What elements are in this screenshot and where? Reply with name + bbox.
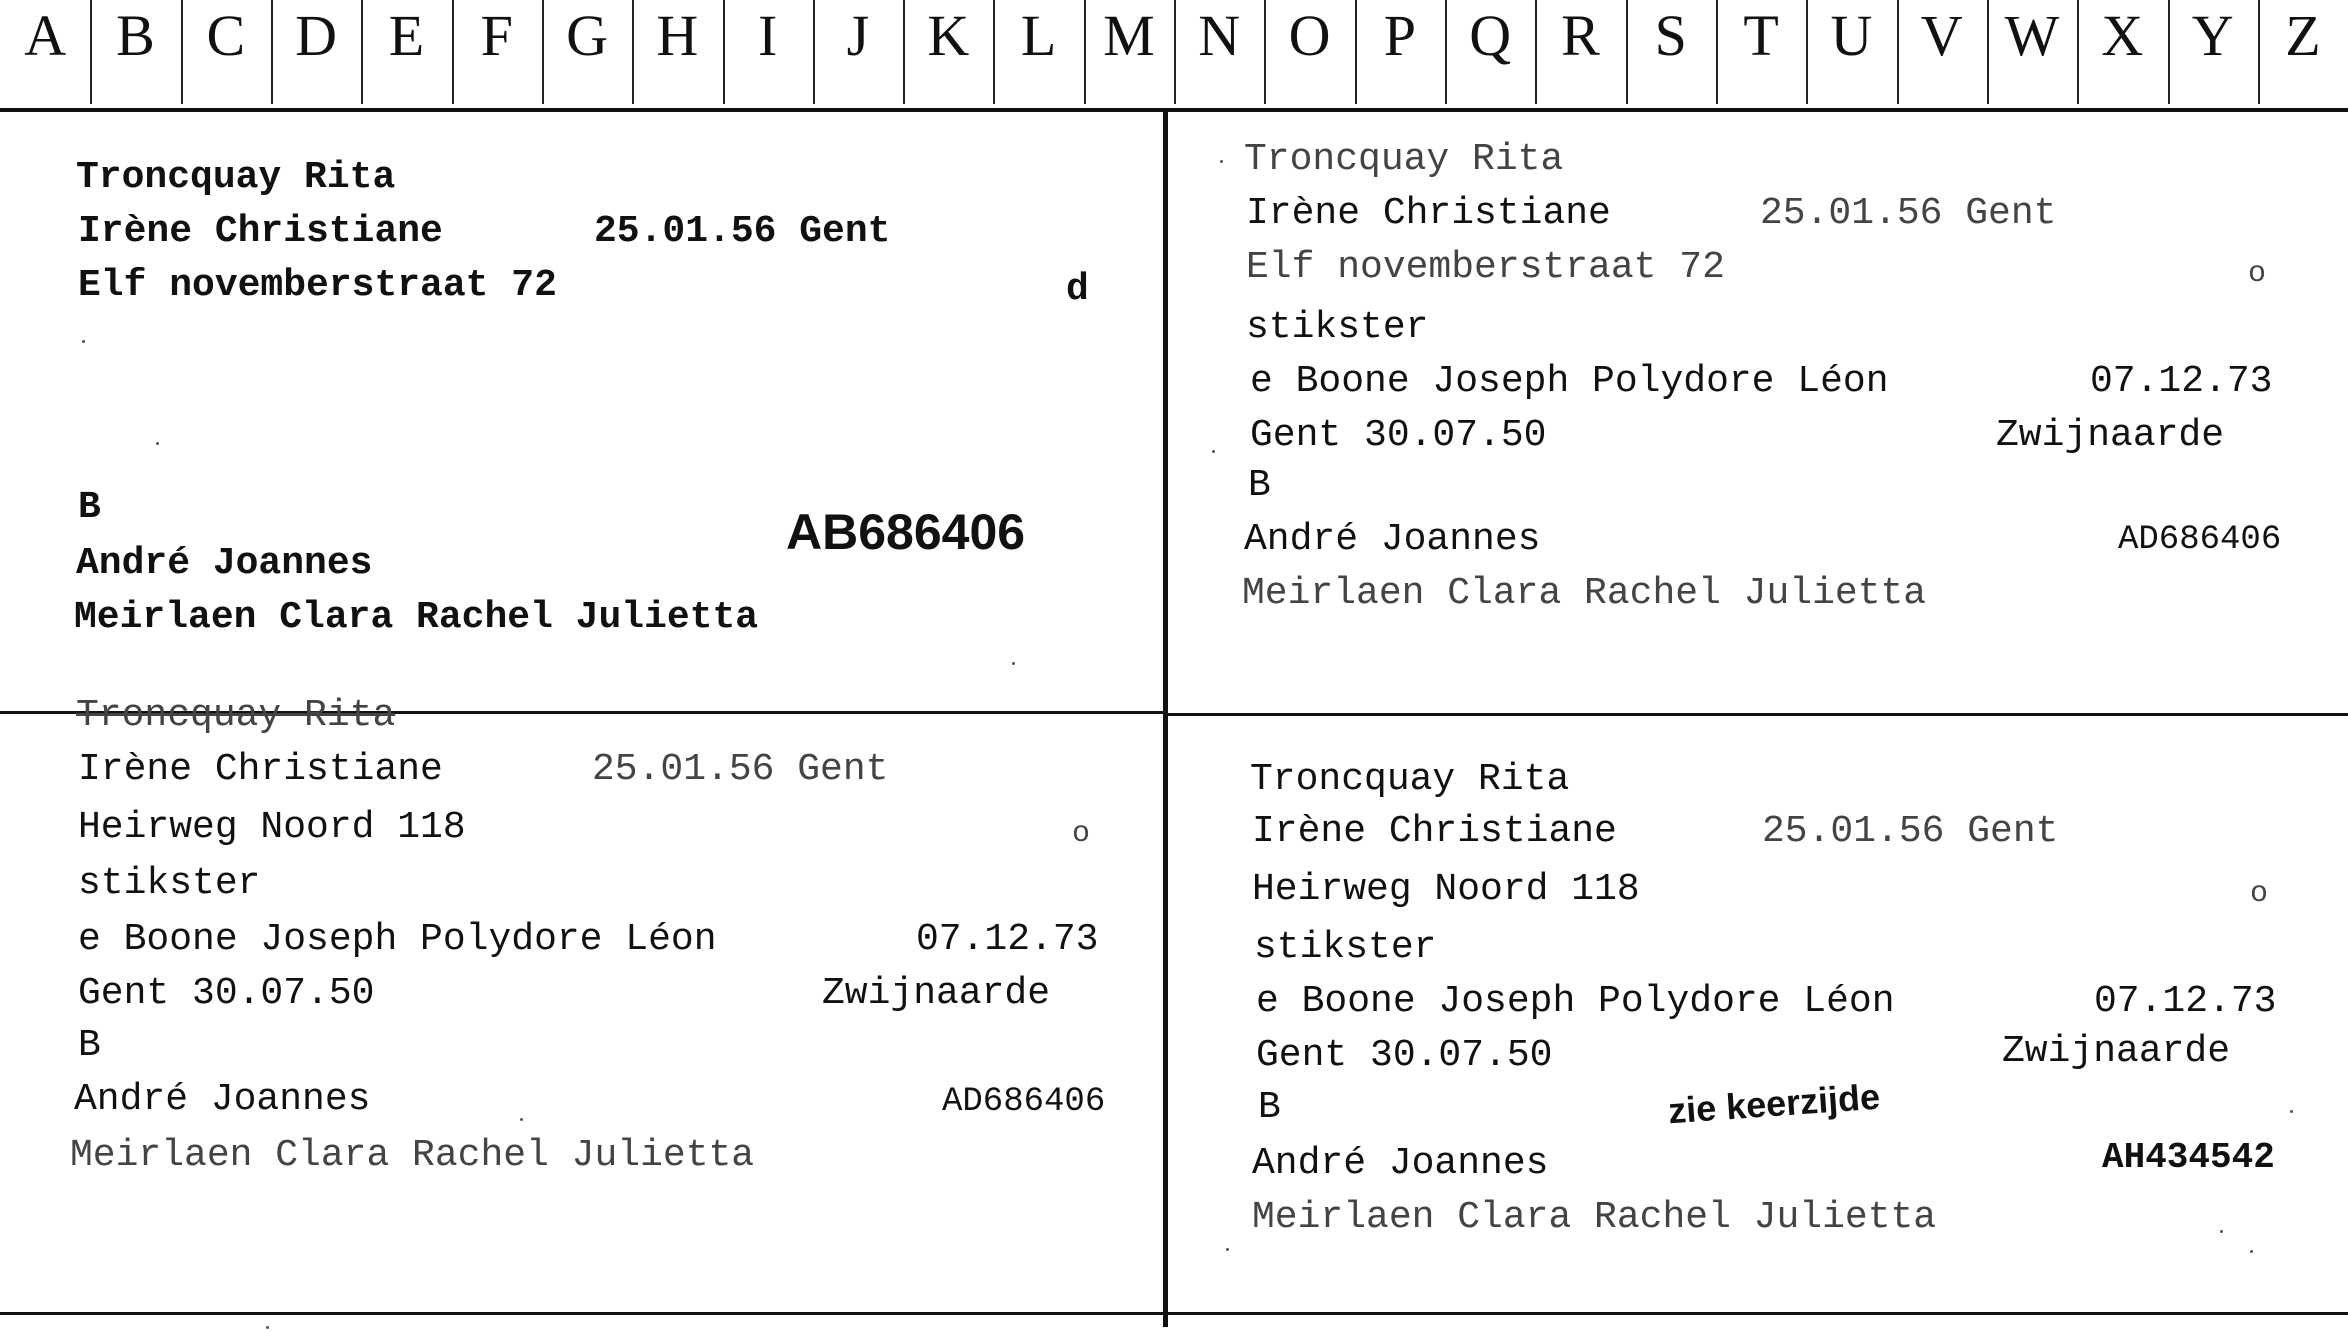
index-letter: Z — [2258, 0, 2348, 108]
card-address: Elf novemberstraat 72 — [1246, 246, 1725, 289]
scan-speck — [2250, 1250, 2253, 1253]
scan-speck — [2290, 1110, 2293, 1113]
card-mother: Meirlaen Clara Rachel Julietta — [1252, 1196, 1937, 1239]
record-card-3 — [0, 694, 1163, 1312]
card-father: André Joannes — [1252, 1142, 1549, 1185]
record-card-4 — [1168, 716, 2348, 1312]
card-bottom-edge — [0, 1312, 2348, 1315]
index-letter: N — [1174, 0, 1264, 108]
index-letter: V — [1897, 0, 1987, 108]
card-spouse-birth: Gent 30.07.50 — [78, 972, 375, 1015]
card-surname: Troncquay Rita — [76, 156, 396, 199]
index-letter: O — [1264, 0, 1354, 108]
card-mother: Meirlaen Clara Rachel Julietta — [74, 596, 759, 639]
scan-speck — [266, 1326, 269, 1329]
card-marriage-place: Zwijnaarde — [1996, 414, 2225, 457]
index-letter: T — [1716, 0, 1806, 108]
card-mother: Meirlaen Clara Rachel Julietta — [1242, 572, 1927, 615]
index-letter: J — [813, 0, 903, 108]
index-letter: L — [993, 0, 1083, 108]
scan-speck — [1012, 662, 1015, 665]
card-marriage-place: Zwijnaarde — [2002, 1030, 2231, 1073]
scan-speck — [1212, 450, 1215, 453]
card-code: AB686406 — [786, 504, 1026, 560]
record-card-1 — [0, 112, 1163, 711]
alphabet-index-strip — [0, 0, 2348, 112]
record-card-2 — [1168, 112, 2348, 713]
index-letter: I — [723, 0, 813, 108]
card-section: B — [78, 486, 101, 529]
index-letter: U — [1806, 0, 1896, 108]
index-letter: A — [24, 3, 67, 68]
index-letter: D — [271, 0, 361, 108]
index-letter: C — [181, 0, 271, 108]
card-spouse-birth: Gent 30.07.50 — [1256, 1034, 1553, 1077]
card-occupation: stikster — [1254, 926, 1437, 969]
card-marker: o — [2248, 257, 2267, 291]
card-marriage-date: 07.12.73 — [2090, 360, 2273, 403]
card-marker: o — [1072, 817, 1091, 851]
scan-speck — [2220, 1230, 2223, 1233]
scan-speck — [1220, 160, 1223, 163]
index-letter: R — [1535, 0, 1625, 108]
card-birth: 25.01.56 Gent — [1762, 810, 2059, 853]
index-letter: X — [2077, 0, 2167, 108]
card-father: André Joannes — [76, 542, 373, 585]
card-spouse: e Boone Joseph Polydore Léon — [78, 918, 717, 961]
card-section: B — [1258, 1086, 1281, 1129]
card-father: André Joannes — [74, 1078, 371, 1121]
card-birth: 25.01.56 Gent — [592, 748, 889, 791]
card-marriage-date: 07.12.73 — [2094, 980, 2277, 1023]
card-occupation: stikster — [1246, 306, 1429, 349]
index-letter: W — [1987, 0, 2077, 108]
card-spouse: e Boone Joseph Polydore Léon — [1250, 360, 1889, 403]
index-letter: S — [1626, 0, 1716, 108]
card-code: AD686406 — [942, 1083, 1106, 1121]
card-birth: 25.01.56 Gent — [1760, 192, 2057, 235]
index-letter: H — [632, 0, 722, 108]
index-letter: F — [452, 0, 542, 108]
index-letter: B — [90, 0, 180, 108]
card-given-names: Irène Christiane — [78, 748, 443, 791]
card-spouse-birth: Gent 30.07.50 — [1250, 414, 1547, 457]
card-marriage-date: 07.12.73 — [916, 918, 1099, 961]
card-given-names: Irène Christiane — [78, 210, 443, 253]
card-birth: 25.01.56 Gent — [594, 210, 891, 253]
card-surname: Troncquay Rita — [76, 694, 396, 737]
index-letter: Y — [2168, 0, 2258, 108]
card-code: AH434542 — [2102, 1137, 2275, 1178]
card-surname: Troncquay Rita — [1244, 138, 1564, 181]
card-given-names: Irène Christiane — [1252, 810, 1617, 853]
index-letter: P — [1355, 0, 1445, 108]
index-letter: Q — [1445, 0, 1535, 108]
card-surname: Troncquay Rita — [1250, 758, 1570, 801]
index-letter: M — [1084, 0, 1174, 108]
card-code: AD686406 — [2118, 521, 2282, 559]
card-address: Elf novemberstraat 72 — [78, 264, 557, 307]
index-letter: G — [542, 0, 632, 108]
index-letter: K — [903, 0, 993, 108]
card-address: Heirweg Noord 118 — [78, 806, 466, 849]
card-marker: d — [1066, 268, 1089, 311]
scan-speck — [520, 1118, 523, 1121]
index-letter: E — [361, 0, 451, 108]
scan-speck — [1226, 1248, 1229, 1251]
card-father: André Joannes — [1244, 518, 1541, 561]
scan-speck — [156, 442, 159, 445]
scan-speck — [82, 340, 85, 343]
card-marriage-place: Zwijnaarde — [822, 972, 1051, 1015]
card-section: B — [1248, 464, 1271, 507]
card-marker: o — [2250, 877, 2269, 911]
card-given-names: Irène Christiane — [1246, 192, 1611, 235]
card-section: B — [78, 1024, 101, 1067]
card-occupation: stikster — [78, 862, 261, 905]
card-address: Heirweg Noord 118 — [1252, 868, 1640, 911]
card-mother: Meirlaen Clara Rachel Julietta — [70, 1134, 755, 1177]
back-side-stamp: zie keerzijde — [1666, 1075, 1882, 1132]
card-spouse: e Boone Joseph Polydore Léon — [1256, 980, 1895, 1023]
